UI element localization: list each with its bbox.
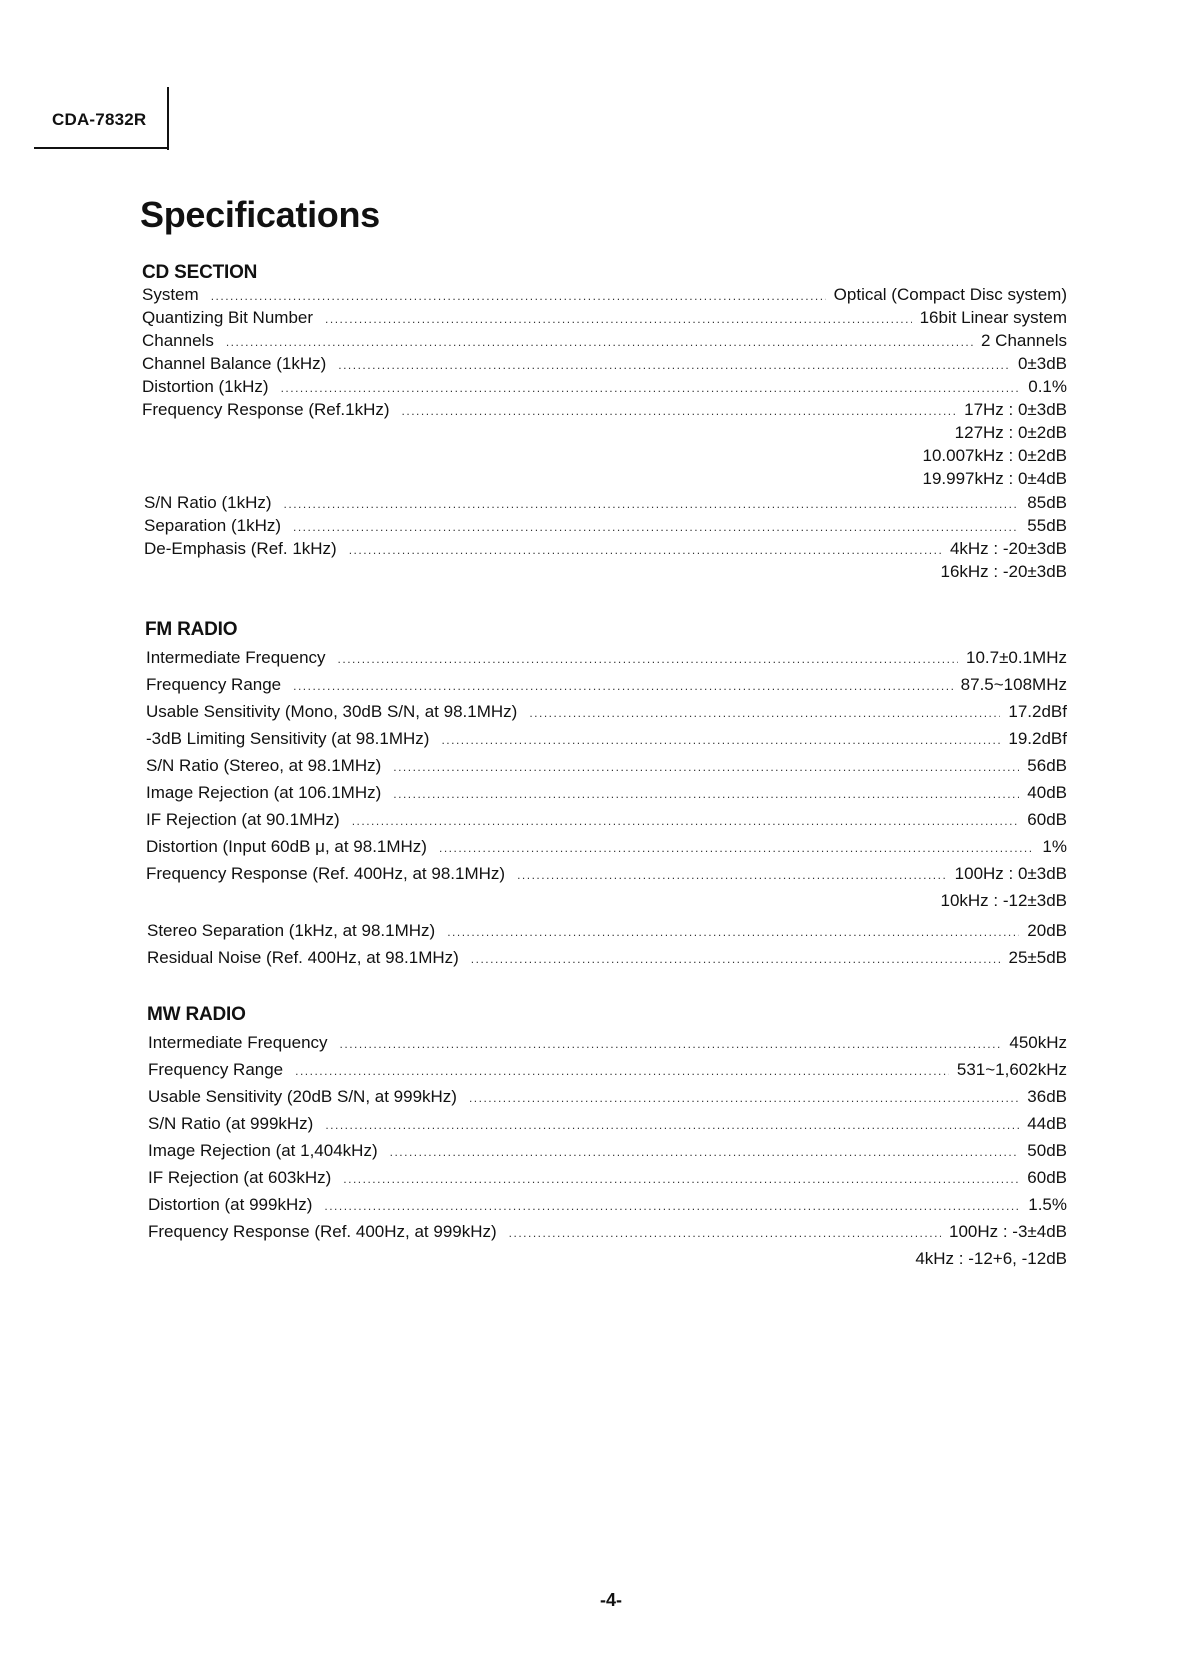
- spec-value: 531~1,602kHz: [956, 1060, 1067, 1079]
- spec-label: Usable Sensitivity (Mono, 30dB S/N, at 98.1MHz): [146, 702, 518, 721]
- spec-value: 0.1%: [1028, 377, 1067, 396]
- spec-value-continued: 19.997kHz : 0±4dB: [922, 469, 1067, 488]
- spec-value: 36dB: [1027, 1087, 1067, 1106]
- spec-label: Stereo Separation (1kHz, at 98.1MHz): [147, 921, 436, 940]
- spec-row: [146, 702, 1067, 722]
- spec-value: 56dB: [1027, 756, 1067, 775]
- spec-value: 0±3dB: [1017, 354, 1067, 373]
- spec-value: 25±5dB: [1008, 948, 1067, 967]
- spec-label: Channels: [142, 331, 214, 350]
- spec-label: Frequency Range: [148, 1060, 284, 1079]
- spec-row: [142, 331, 1067, 351]
- page-number: -4-: [600, 1590, 622, 1610]
- spec-value-continued: 4kHz : -12+6, -12dB: [915, 1249, 1067, 1268]
- spec-row: [142, 377, 1067, 397]
- spec-row: [147, 948, 1067, 968]
- spec-value: 60dB: [1027, 810, 1067, 829]
- spec-label: System: [142, 285, 199, 304]
- spec-label: Usable Sensitivity (20dB S/N, at 999kHz): [148, 1087, 457, 1106]
- spec-label: De-Emphasis (Ref. 1kHz): [144, 539, 337, 558]
- spec-label: IF Rejection (at 90.1MHz): [146, 810, 340, 829]
- spec-row: [146, 675, 1067, 695]
- spec-label: Image Rejection (at 106.1MHz): [146, 783, 382, 802]
- spec-value: 85dB: [1027, 493, 1067, 512]
- spec-value: 20dB: [1027, 921, 1067, 940]
- spec-label: Frequency Range: [146, 675, 282, 694]
- spec-row: [146, 837, 1067, 857]
- model-label: CDA-7832R: [52, 110, 147, 129]
- spec-value-continued: 10kHz : -12±3dB: [940, 891, 1067, 910]
- spec-label: Frequency Response (Ref.1kHz): [142, 400, 390, 419]
- spec-row: [148, 1168, 1067, 1188]
- spec-value: 100Hz : -3±4dB: [948, 1222, 1067, 1241]
- spec-label: Distortion (at 999kHz): [148, 1195, 313, 1214]
- spec-value: 50dB: [1027, 1141, 1067, 1160]
- spec-label: Intermediate Frequency: [148, 1033, 328, 1052]
- spec-row: [146, 783, 1067, 803]
- mw-section-heading: MW RADIO: [147, 1004, 246, 1025]
- spec-value-continued: 16kHz : -20±3dB: [940, 562, 1067, 581]
- spec-row: [146, 729, 1067, 749]
- spec-row: [146, 864, 1067, 884]
- spec-row: [148, 1195, 1067, 1215]
- spec-row: [148, 1033, 1067, 1053]
- spec-row: [142, 354, 1067, 374]
- spec-row: [142, 285, 1067, 305]
- spec-row: [148, 1087, 1067, 1107]
- spec-row: [148, 1114, 1067, 1134]
- spec-value: 55dB: [1027, 516, 1067, 535]
- spec-value: 19.2dBf: [1008, 729, 1067, 748]
- spec-label: -3dB Limiting Sensitivity (at 98.1MHz): [146, 729, 430, 748]
- header-rule-vertical: [167, 87, 169, 150]
- spec-label: S/N Ratio (at 999kHz): [148, 1114, 314, 1133]
- spec-value-continued: 127Hz : 0±2dB: [954, 423, 1067, 442]
- page-title: Specifications: [140, 194, 380, 235]
- spec-value: 44dB: [1027, 1114, 1067, 1133]
- spec-label: Frequency Response (Ref. 400Hz, at 999kHz): [148, 1222, 497, 1241]
- header-rule-horizontal: [34, 147, 168, 149]
- spec-value: 17Hz : 0±3dB: [964, 400, 1067, 419]
- spec-value: 10.7±0.1MHz: [966, 648, 1067, 667]
- spec-row: [144, 539, 1067, 559]
- spec-value: 450kHz: [1009, 1033, 1067, 1052]
- spec-value: 87.5~108MHz: [960, 675, 1067, 694]
- spec-label: Channel Balance (1kHz): [142, 354, 327, 373]
- spec-value: 17.2dBf: [1008, 702, 1067, 721]
- spec-label: Image Rejection (at 1,404kHz): [148, 1141, 378, 1160]
- spec-label: Quantizing Bit Number: [142, 308, 314, 327]
- spec-value: 40dB: [1027, 783, 1067, 802]
- spec-value-continued: 10.007kHz : 0±2dB: [922, 446, 1067, 465]
- spec-label: S/N Ratio (1kHz): [144, 493, 272, 512]
- spec-value: 1.5%: [1028, 1195, 1067, 1214]
- spec-label: Distortion (Input 60dB μ, at 98.1MHz): [146, 837, 427, 856]
- spec-row: [146, 648, 1067, 668]
- cd-section-heading: CD SECTION: [142, 262, 258, 283]
- spec-value: 2 Channels: [980, 331, 1067, 350]
- spec-value: Optical (Compact Disc system): [833, 285, 1067, 304]
- spec-value: 16bit Linear system: [919, 308, 1067, 327]
- spec-label: Separation (1kHz): [144, 516, 282, 535]
- fm-section-heading: FM RADIO: [145, 619, 238, 640]
- spec-value: 100Hz : 0±3dB: [954, 864, 1067, 883]
- spec-row: [142, 400, 1067, 420]
- spec-row: [146, 756, 1067, 776]
- spec-label: Intermediate Frequency: [146, 648, 326, 667]
- spec-row: [148, 1060, 1067, 1080]
- spec-label: Residual Noise (Ref. 400Hz, at 98.1MHz): [147, 948, 459, 967]
- spec-row: [148, 1141, 1067, 1161]
- spec-row: [144, 516, 1067, 536]
- spec-label: Frequency Response (Ref. 400Hz, at 98.1MHz): [146, 864, 506, 883]
- spec-value: 1%: [1042, 837, 1067, 856]
- spec-row: [146, 810, 1067, 830]
- spec-label: IF Rejection (at 603kHz): [148, 1168, 332, 1187]
- spec-row: [142, 308, 1067, 328]
- spec-row: [148, 1222, 1067, 1242]
- spec-label: S/N Ratio (Stereo, at 98.1MHz): [146, 756, 382, 775]
- spec-row: [147, 921, 1067, 941]
- spec-label: Distortion (1kHz): [142, 377, 269, 396]
- spec-row: [144, 493, 1067, 513]
- spec-value: 4kHz : -20±3dB: [949, 539, 1067, 558]
- spec-value: 60dB: [1027, 1168, 1067, 1187]
